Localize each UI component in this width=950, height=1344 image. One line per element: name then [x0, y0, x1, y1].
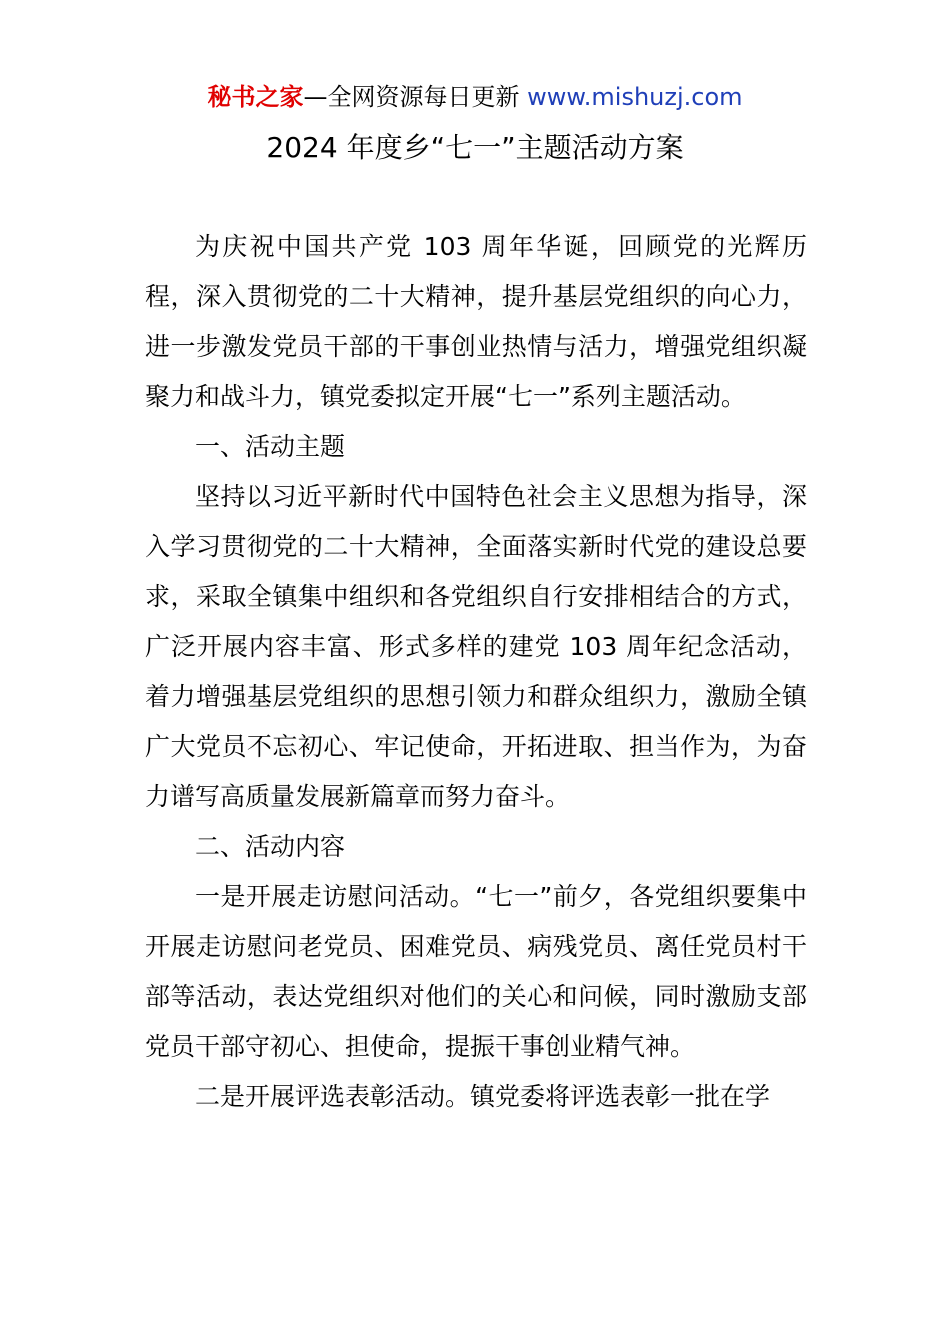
document-body [145, 222, 807, 1122]
content-paragraph-awards: 二是开展评选表彰活动。镇党委将评选表彰一批在学 [195, 1082, 771, 1111]
content-paragraph-visits: 一是开展走访慰问活动。“七一”前夕，各党组织要集中开展走访慰问老党员、困难党员、病残党员、离任党员村干部等活动，表达党组织对他们的关心和问候，同时激励支部党员干部守初心、担使命，提振干事创业精气神。 [145, 882, 807, 1061]
site-header [0, 80, 950, 114]
site-tagline: —全网资源每日更新 [303, 83, 528, 111]
theme-paragraph: 坚持以习近平新时代中国特色社会主义思想为指导，深入学习贯彻党的二十大精神，全面落实新时代党的建设总要求，采取全镇集中组织和各党组织自行安排相结合的方式，广泛开展内容丰富、形式多样的建党 103 周年纪念活动，着力增强基层党组织的思想引领力和群众组织力，激励全镇广大党员不忘初心、牢记使命，开拓进取、担当作为，为奋力谱写高质量发展新篇章而努力奋斗。 [145, 482, 807, 811]
section-heading-content: 二、活动内容 [195, 832, 346, 861]
document-title: 2024 年度乡“七一”主题活动方案 [266, 131, 684, 164]
intro-paragraph: 为庆祝中国共产党 103 周年华诞，回顾党的光辉历程，深入贯彻党的二十大精神，提升基层党组织的向心力，进一步激发党员干部的干事创业热情与活力，增强党组织凝聚力和战斗力，镇党委拟定开展“七一”系列主题活动。 [145, 232, 807, 411]
site-url-link[interactable]: www.mishuzj.com [527, 83, 743, 111]
site-brand: 秘书之家 [207, 83, 304, 111]
section-heading-theme: 一、活动主题 [195, 432, 346, 461]
